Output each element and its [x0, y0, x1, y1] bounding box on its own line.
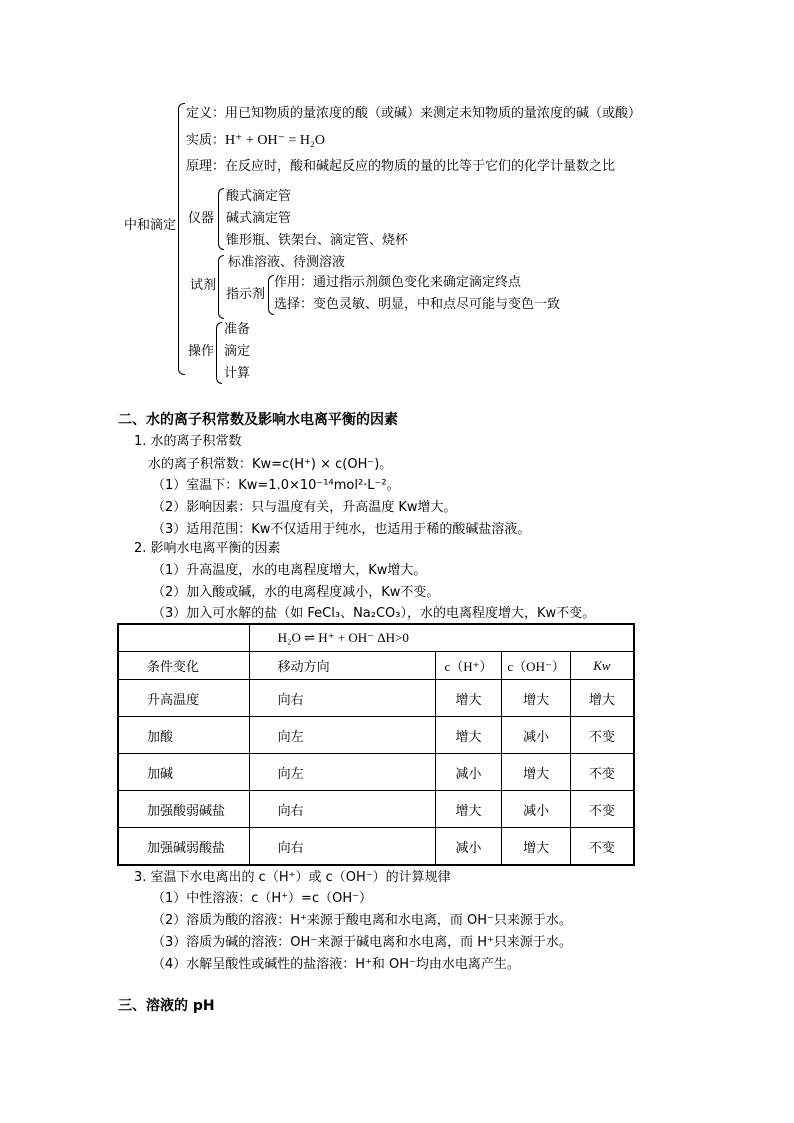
table-cell: 加碱	[118, 754, 249, 791]
table-cell: 向左	[249, 754, 435, 791]
table-cell: 增大	[435, 680, 502, 717]
rule-item: （3）溶质为碱的溶液：OH⁻来源于碱电离和水电离，而 H⁺只来源于水。	[152, 935, 572, 950]
table-cell: 减小	[435, 828, 502, 866]
table-header: c（H⁺）	[435, 652, 502, 680]
table-cell: 增大	[502, 680, 570, 717]
table-cell: 增大	[435, 791, 502, 828]
table-header: c（OH⁻）	[502, 652, 570, 680]
section3-title: 三、溶液的 pH	[118, 998, 215, 1014]
rule-item: （2）溶质为酸的溶液：H⁺来源于酸电离和水电离，而 OH⁻只来源于水。	[152, 913, 572, 928]
table-cell: 减小	[502, 717, 570, 754]
table-equation: H₂O ⇌ H⁺ + OH⁻ ΔH>0	[249, 624, 634, 652]
section2-title: 二、水的离子积常数及影响水电离平衡的因素	[118, 412, 398, 428]
definition-text: 定义：用已知物质的量浓度的酸（或碱）来测定未知物质的量浓度的碱（或酸）	[186, 106, 642, 121]
kw-item: （1）室温下：Kw=1.0×10⁻¹⁴mol²·L⁻²。	[152, 478, 400, 493]
table-row	[118, 828, 634, 866]
rule-item: （4）水解呈酸性或碱性的盐溶液：H⁺和 OH⁻均由水电离产生。	[152, 957, 520, 972]
table-header: Kw	[570, 652, 634, 680]
table-cell: 向左	[249, 717, 435, 754]
reagents-label: 试剂	[190, 278, 217, 293]
root-label: 中和滴定	[124, 218, 177, 233]
operation-label: 操作	[188, 344, 215, 359]
table-cell: 增大	[435, 717, 502, 754]
table-cell: 加强碱弱酸盐	[118, 828, 249, 866]
indicator-label: 指示剂	[226, 287, 266, 302]
reagents-brace	[218, 255, 224, 319]
table-row	[118, 717, 634, 754]
subsection-3-title: 3. 室温下水电离出的 c（H⁺）或 c（OH⁻）的计算规律	[134, 870, 451, 885]
instrument-item: 锥形瓶、铁架台、滴定管、烧杯	[226, 233, 409, 248]
table-cell: 减小	[502, 791, 570, 828]
principle-text: 原理：在反应时，酸和碱起反应的物质的量的比等于它们的化学计量数之比	[186, 159, 616, 174]
subsection-2-title: 2. 影响水电离平衡的因素	[134, 541, 281, 556]
table-cell: 减小	[435, 754, 502, 791]
factor-item: （1）升高温度，水的电离程度增大，Kw增大。	[152, 563, 427, 578]
indicator-item: 选择：变色灵敏、明显，中和点尽可能与变色一致	[274, 297, 561, 312]
factor-item: （3）加入可水解的盐（如 FeCl₃、Na₂CO₃），水的电离程度增大，Kw不变。	[152, 606, 596, 621]
table-header-row	[118, 652, 634, 680]
table-cell: 加酸	[118, 717, 249, 754]
table-cell: 向右	[249, 828, 435, 866]
table-cell: 不变	[570, 791, 634, 828]
instrument-item: 酸式滴定管	[226, 189, 292, 204]
kw-item: （2）影响因素：只与温度有关，升高温度 Kw增大。	[152, 500, 457, 515]
equation-row	[118, 624, 634, 652]
table-row	[118, 791, 634, 828]
operation-brace	[216, 322, 222, 384]
table-cell: 不变	[570, 828, 634, 866]
main-brace	[178, 103, 185, 375]
operation-item: 计算	[224, 366, 251, 381]
table-header: 移动方向	[249, 652, 435, 680]
factor-item: （2）加入酸或碱，水的电离程度减小，Kw不变。	[152, 585, 440, 600]
instruments-brace	[218, 188, 224, 250]
subsection-1-title: 1. 水的离子积常数	[134, 434, 242, 449]
table-row	[118, 680, 634, 717]
table-cell: 不变	[570, 717, 634, 754]
instrument-item: 碱式滴定管	[226, 211, 292, 226]
table-cell: 向右	[249, 680, 435, 717]
kw-item: （3）适用范围：Kw不仅适用于纯水，也适用于稀的酸碱盐溶液。	[152, 522, 531, 537]
essence-label: 实质：	[186, 133, 226, 148]
table-cell: 加强酸弱碱盐	[118, 791, 249, 828]
table-cell: 增大	[502, 754, 570, 791]
essence-line	[186, 132, 325, 150]
table-cell: 增大	[502, 828, 570, 866]
table-cell: 不变	[570, 754, 634, 791]
water-ionization-table	[117, 623, 635, 866]
table-cell: 向右	[249, 791, 435, 828]
table-cell: 升高温度	[118, 680, 249, 717]
kw-definition: 水的离子积常数：Kw=c(H⁺) × c(OH⁻)。	[148, 457, 393, 472]
table-cell: 增大	[570, 680, 634, 717]
instruments-label: 仪器	[188, 211, 215, 226]
table-row	[118, 754, 634, 791]
table-header: 条件变化	[118, 652, 249, 680]
standard-solution: 标准溶液、待测溶液	[228, 255, 346, 270]
operation-item: 滴定	[224, 344, 251, 359]
rule-item: （1）中性溶液：c（H⁺）=c（OH⁻）	[152, 891, 372, 906]
essence-formula: H⁺ + OH⁻ = H₂O	[225, 133, 326, 148]
indicator-item: 作用：通过指示剂颜色变化来确定滴定终点	[274, 275, 522, 290]
operation-item: 准备	[224, 322, 251, 337]
